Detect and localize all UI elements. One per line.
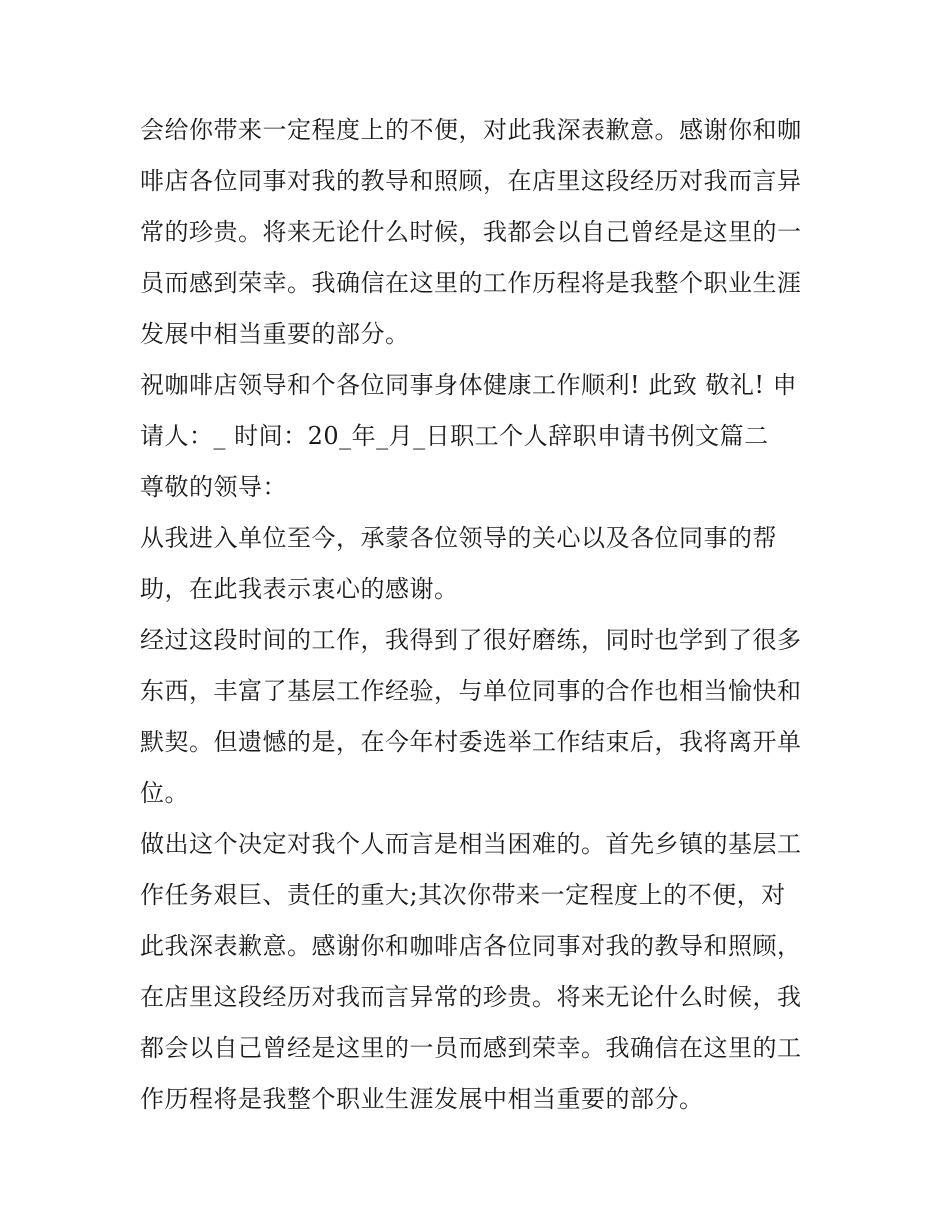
text-line: 请人：_ 时间：20_年_月_日职工个人辞职申请书例文篇二 [140,422,769,450]
text-line: 助，在此我表示衷心的感谢。 [140,575,459,603]
text-line: 啡店各位同事对我的教导和照顾，在店里这段经历对我而言异 [140,167,802,195]
paragraph-decision [140,819,820,1125]
text-line: 位。 [140,779,189,807]
text-line: 经过这段时间的工作，我得到了很好磨练，同时也学到了很多 [140,626,802,654]
paragraph-experience [140,615,820,819]
text-line: 祝咖啡店领导和个各位同事身体健康工作顺利! 此致 敬礼! 申 [140,371,798,399]
paragraph-gratitude [140,513,820,615]
text-line: 东西，丰富了基层工作经验，与单位同事的合作也相当愉快和 [140,677,802,705]
paragraph-closing-thanks [140,105,820,360]
text-line: 在店里这段经历对我而言异常的珍贵。将来无论什么时候，我 [140,983,802,1011]
text-line: 此我深表歉意。感谢你和咖啡店各位同事对我的教导和照顾， [140,932,802,960]
text-line: 都会以自己曾经是这里的一员而感到荣幸。我确信在这里的工 [140,1034,802,1062]
text-line: 做出这个决定对我个人而言是相当困难的。首先乡镇的基层工 [140,830,802,858]
text-line: 尊敬的领导： [140,473,287,501]
paragraph-signature-and-salutation [140,360,820,513]
text-line: 默契。但遗憾的是，在今年村委选举工作结束后，我将离开单 [140,728,802,756]
document-body [140,105,820,1125]
text-line: 作任务艰巨、责任的重大;其次你带来一定程度上的不便，对 [140,881,786,909]
text-line: 常的珍贵。将来无论什么时候，我都会以自己曾经是这里的一 [140,218,802,246]
text-line: 员而感到荣幸。我确信在这里的工作历程将是我整个职业生涯 [140,269,802,297]
text-line: 发展中相当重要的部分。 [140,320,410,348]
text-line: 从我进入单位至今，承蒙各位领导的关心以及各位同事的帮 [140,524,777,552]
text-line: 作历程将是我整个职业生涯发展中相当重要的部分。 [140,1085,704,1113]
text-line: 会给你带来一定程度上的不便，对此我深表歉意。感谢你和咖 [140,116,802,144]
